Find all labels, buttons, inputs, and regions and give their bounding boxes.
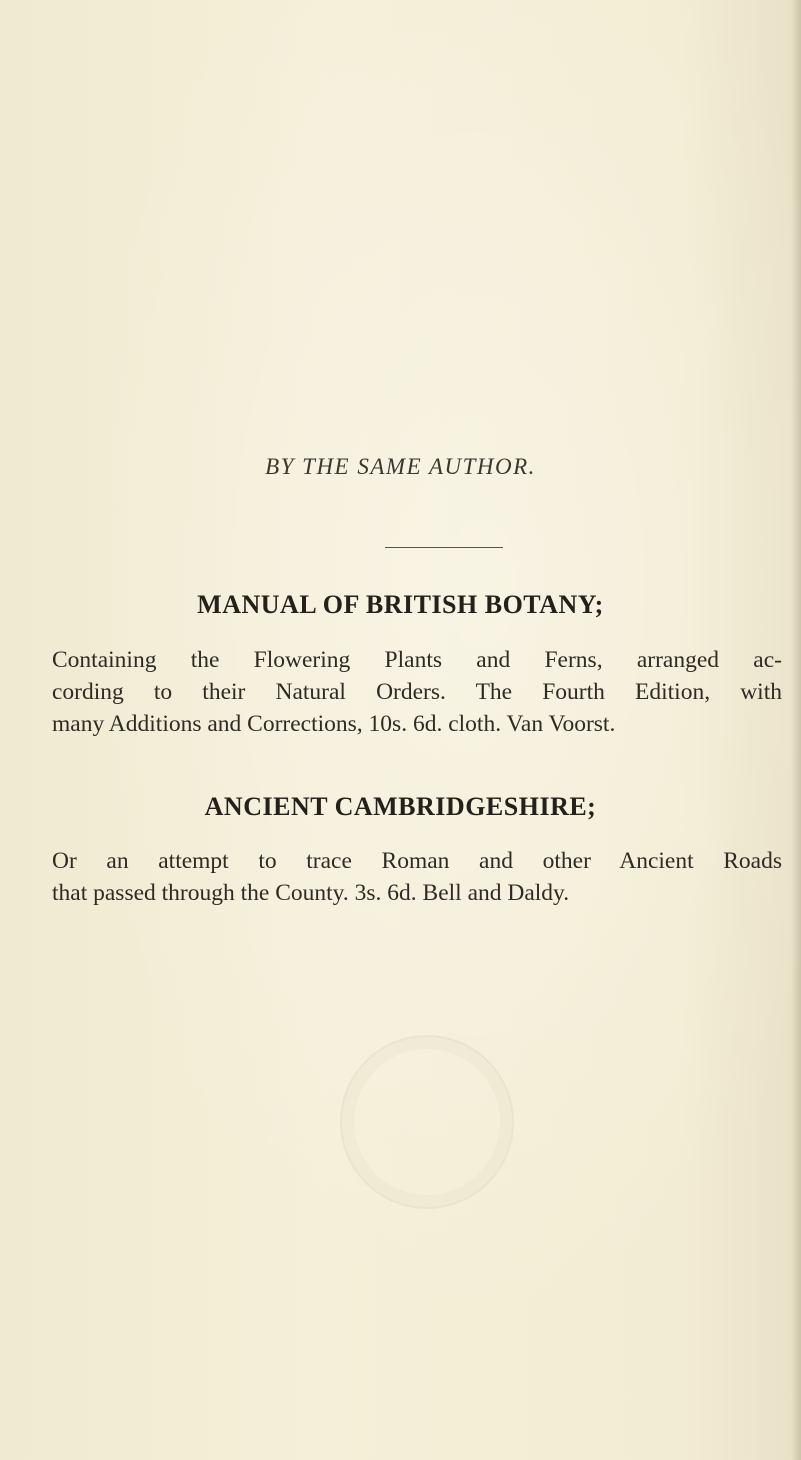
description-line: Containing the Flowering Plants and Ferns, arranged ac-: [52, 647, 782, 673]
description-line: that passed through the County. 3s. 6d. Bell and Daldy.: [52, 880, 570, 906]
page-edge-shadow: [791, 0, 801, 1460]
divider-rule: [385, 547, 503, 548]
work-title-botany: MANUAL OF BRITISH BOTANY;: [197, 590, 604, 619]
description-line: many Additions and Corrections, 10s. 6d. cloth. Van Voorst.: [52, 711, 616, 737]
work-title-cambridgeshire: ANCIENT CAMBRIDGESHIRE;: [204, 792, 597, 821]
faint-library-stamp: [340, 1035, 514, 1209]
work-description-botany: [52, 644, 782, 740]
description-line: Or an attempt to trace Roman and other Ancient Roads: [52, 848, 782, 874]
work-description-cambridgeshire: [52, 845, 782, 909]
description-line: cording to their Natural Orders. The Fourth Edition, with: [52, 679, 782, 705]
page-heading: BY THE SAME AUTHOR.: [265, 454, 536, 479]
